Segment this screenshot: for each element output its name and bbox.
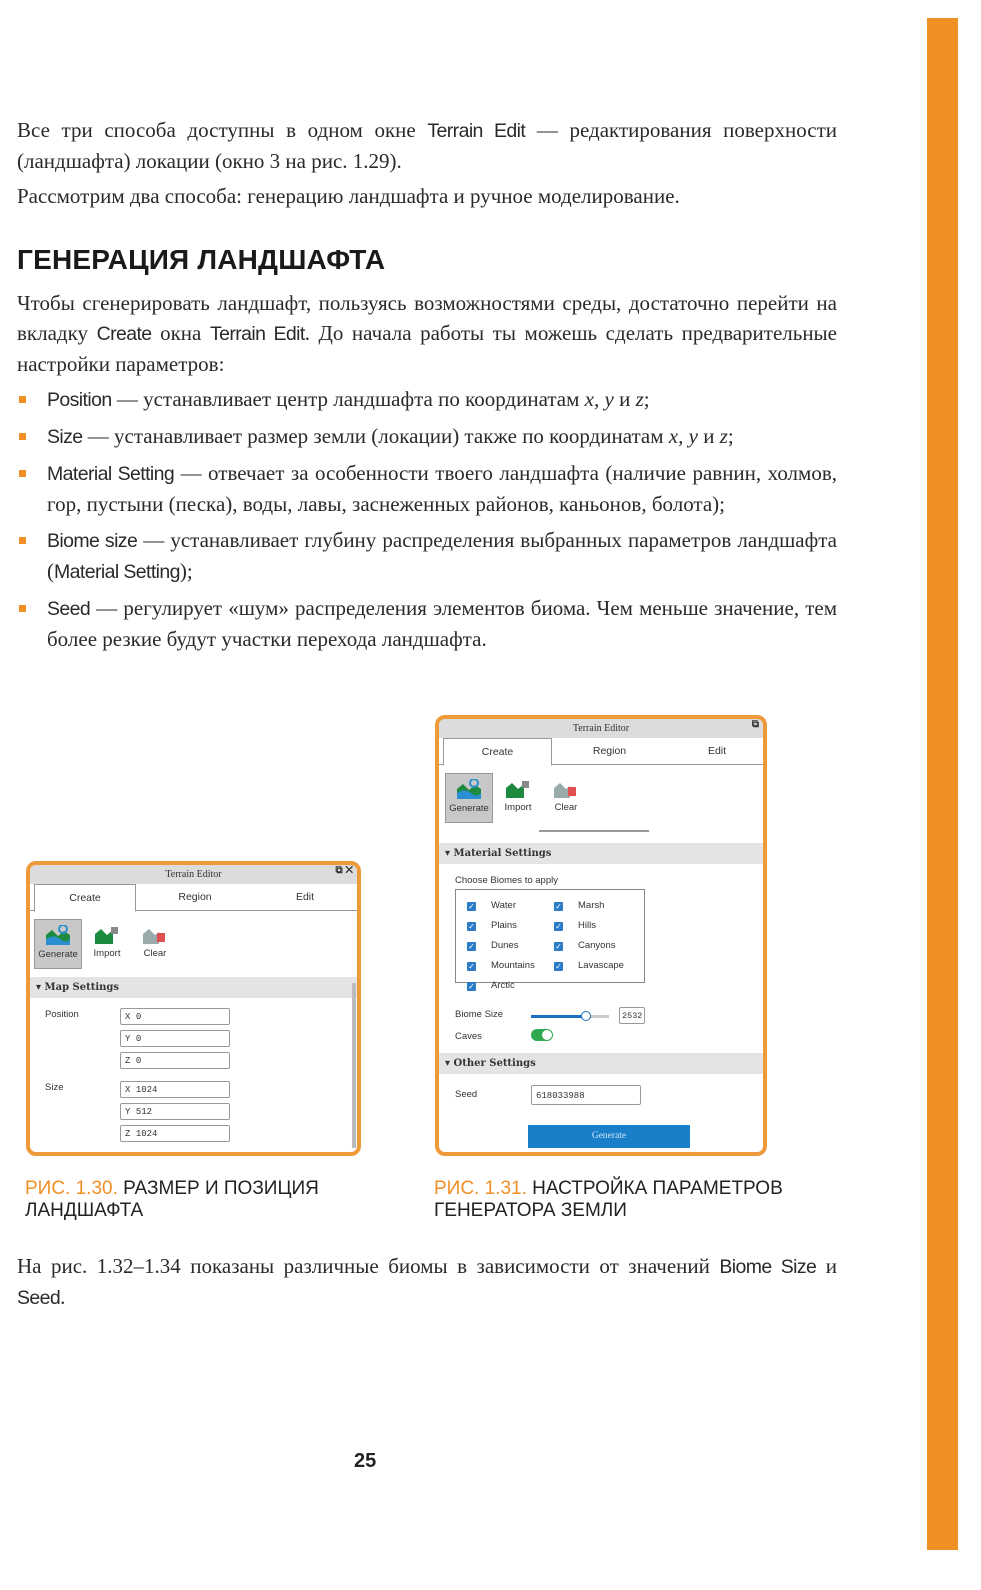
page-edge-bar [927, 18, 958, 1550]
size-z-field[interactable]: Z 1024 [120, 1125, 230, 1142]
list-item-text [47, 596, 837, 651]
term: Terrain Edit [209, 323, 305, 345]
text-run: — отвечает за особенности твоего ландшафта (наличие равнин, холмов, гор, пустыни (песка), воды, лавы, заснеженных районов, каньонов, болота); [47, 461, 837, 516]
text-run: z [719, 424, 728, 448]
section-title: Map Settings [44, 982, 120, 993]
term: Create [96, 323, 152, 345]
bullet-icon [19, 470, 26, 477]
tab-region[interactable]: Region [592, 745, 627, 757]
list-item [17, 525, 837, 587]
biome-size-value[interactable]: 2532 [619, 1007, 645, 1024]
biome-checkbox[interactable]: ✓ [468, 962, 475, 971]
generate-button[interactable]: Generate [528, 1125, 690, 1148]
list-item [17, 384, 837, 415]
term: Position [47, 389, 112, 411]
position-label: Position [45, 1009, 79, 1020]
scrollbar[interactable] [352, 983, 356, 1148]
text-run: и [613, 387, 636, 411]
position-z-field[interactable]: Z 0 [120, 1052, 230, 1069]
window-controls[interactable]: ⧉ [751, 719, 759, 730]
size-y-field[interactable]: Y 512 [120, 1103, 230, 1120]
size-x-field[interactable]: X 1024 [120, 1081, 230, 1098]
divider [539, 830, 649, 832]
figure-caption-1-31: РИС. 1.31. НАСТРОЙКА ПАРАМЕТРОВ ГЕНЕРАТОРА ЗЕМЛИ [434, 1178, 783, 1221]
text-run: ; [643, 387, 650, 411]
list-item [17, 458, 837, 519]
import-terrain-icon [506, 778, 530, 798]
figure-caption-1-30: РИС. 1.30. РАЗМЕР И ПОЗИЦИЯ ЛАНДШАФТА [25, 1178, 319, 1221]
bullet-icon [19, 396, 26, 403]
clear-terrain-icon [554, 778, 578, 798]
biome-label: Canyons [578, 940, 616, 951]
choose-biomes-label: Choose Biomes to apply [455, 875, 558, 886]
caves-toggle[interactable] [531, 1029, 553, 1041]
text-run: z [635, 387, 644, 411]
section-title: Material Settings [453, 848, 552, 859]
clear-terrain-icon [143, 924, 167, 944]
section-heading: ГЕНЕРАЦИЯ ЛАНДШАФТА [17, 244, 386, 275]
biome-checkbox[interactable]: ✓ [468, 982, 475, 991]
biome-size-label: Biome Size [455, 1009, 504, 1020]
tool-label: Generate [449, 803, 489, 814]
bullet-icon [19, 605, 26, 612]
list-item-text [47, 528, 837, 583]
parameter-list [17, 384, 837, 660]
list-item-text [47, 387, 650, 411]
generate-tool-button[interactable] [445, 773, 493, 823]
term: Biome Size [719, 1256, 817, 1278]
text-run: — устанавливает размер земли (локации) также по координатам [82, 424, 669, 448]
biome-label: Arctic [491, 980, 515, 991]
tool-label: Generate [38, 949, 78, 960]
text-run: . [60, 1285, 66, 1309]
text-run: Все три способа доступны в одном окне [17, 118, 428, 142]
page-number: 25 [354, 1450, 377, 1472]
tool-label: Import [504, 802, 532, 813]
bullet-icon [19, 433, 26, 440]
text-run: — устанавливает глубину распределения выбранных параметров ландшафта ( [47, 528, 837, 583]
generate-tool-button[interactable] [34, 919, 82, 969]
text-run: ; [727, 424, 734, 448]
tab-create[interactable]: Create [443, 738, 552, 766]
terrain-editor-map-settings [26, 861, 361, 1156]
biome-checkbox[interactable]: ✓ [555, 962, 562, 971]
tool-label: Import [93, 948, 121, 959]
tab-bar [30, 884, 357, 911]
position-x-field[interactable]: X 0 [120, 1008, 230, 1025]
biome-checkbox[interactable]: ✓ [468, 942, 475, 951]
window-title: Terrain Editor [30, 865, 357, 884]
text-run: x, y [584, 387, 614, 411]
text-run: . До начала работы ты можешь сделать предварительные настройки параметров: [17, 321, 837, 376]
section-title: Other Settings [453, 1058, 536, 1069]
material-settings-header[interactable]: ▾ Material Settings [439, 843, 763, 864]
biome-label: Lavascape [578, 960, 624, 971]
biome-label: Mountains [491, 960, 535, 971]
position-y-field[interactable]: Y 0 [120, 1030, 230, 1047]
seed-label: Seed [455, 1089, 478, 1100]
outro-paragraph [17, 1251, 837, 1313]
term: Terrain Edit [427, 120, 526, 142]
slider-thumb[interactable] [581, 1011, 591, 1021]
tool-label: Clear [554, 802, 578, 813]
tab-region[interactable]: Region [178, 891, 212, 903]
text-run: На рис. 1.32–1.34 показаны различные биомы в зависимости от значений [17, 1254, 720, 1278]
window-title: Terrain Editor [439, 719, 763, 738]
term: Size [47, 426, 83, 448]
clear-tool-button[interactable] [132, 919, 178, 967]
import-tool-button[interactable] [84, 919, 130, 967]
map-settings-header[interactable]: ▾ Map Settings [30, 977, 357, 998]
biome-label: Plains [491, 920, 517, 931]
list-item-text [47, 424, 734, 448]
text-run: Рассмотрим два способа: генерацию ландшафта и ручное моделирование. [17, 184, 680, 208]
tool-label: Clear [143, 948, 167, 959]
generate-terrain-icon [46, 925, 70, 945]
intro-paragraph-1 [17, 115, 837, 176]
clear-tool-button[interactable] [543, 773, 589, 821]
generate-terrain-icon [457, 779, 481, 799]
biome-checkbox[interactable]: ✓ [555, 942, 562, 951]
biome-label: Dunes [491, 940, 519, 951]
term: Seed [17, 1287, 61, 1309]
import-terrain-icon [95, 924, 119, 944]
term: Seed [47, 598, 91, 620]
list-item [17, 593, 837, 654]
biome-checkbox[interactable]: ✓ [468, 922, 475, 931]
bullet-icon [19, 537, 26, 544]
term: Biome size [47, 530, 138, 552]
text-run: — редактирования поверхности (ландшафта) локации (окно 3 на рис. 1.29). [17, 118, 837, 173]
text-run: окна [151, 321, 210, 345]
seed-input[interactable]: 618033988 [531, 1085, 641, 1105]
import-tool-button[interactable] [495, 773, 541, 821]
text-run: — устанавливает центр ландшафта по координатам [111, 387, 585, 411]
other-settings-header[interactable]: ▾ Other Settings [439, 1053, 763, 1074]
text-run: x, y [668, 424, 698, 448]
body-paragraph [17, 288, 837, 379]
biome-checkbox[interactable]: ✓ [555, 902, 562, 911]
list-item-text [47, 461, 837, 516]
tab-bar [439, 738, 763, 765]
biome-checkbox[interactable]: ✓ [468, 902, 475, 911]
tab-create[interactable]: Create [34, 884, 136, 912]
biome-label: Water [491, 900, 516, 911]
term: Material Setting [47, 463, 175, 485]
window-controls[interactable]: ⧉ ✕ [335, 865, 353, 876]
biome-label: Marsh [578, 900, 605, 911]
term: Material Setting [54, 561, 180, 583]
caves-label: Caves [455, 1031, 482, 1042]
biome-checkbox[interactable]: ✓ [555, 922, 562, 931]
terrain-editor-generate-settings [435, 715, 767, 1156]
biome-label: Hills [578, 920, 596, 931]
text-run: ); [179, 559, 193, 583]
tab-edit[interactable]: Edit [295, 891, 315, 903]
intro-paragraph-2 [17, 181, 837, 211]
biome-size-slider[interactable] [531, 1015, 609, 1018]
text-run: Чтобы сгенерировать ландшафт, пользуясь возможностями среды, достаточно перейти на вкладку [17, 291, 837, 345]
text-run: и [816, 1254, 837, 1278]
text-run: — регулирует «шум» распределения элементов биома. Чем меньше значение, тем более резкие будут участки перехода ландшафта. [47, 596, 837, 651]
list-item [17, 421, 837, 452]
tab-edit[interactable]: Edit [707, 745, 727, 757]
text-run: и [697, 424, 720, 448]
size-label: Size [45, 1082, 64, 1093]
